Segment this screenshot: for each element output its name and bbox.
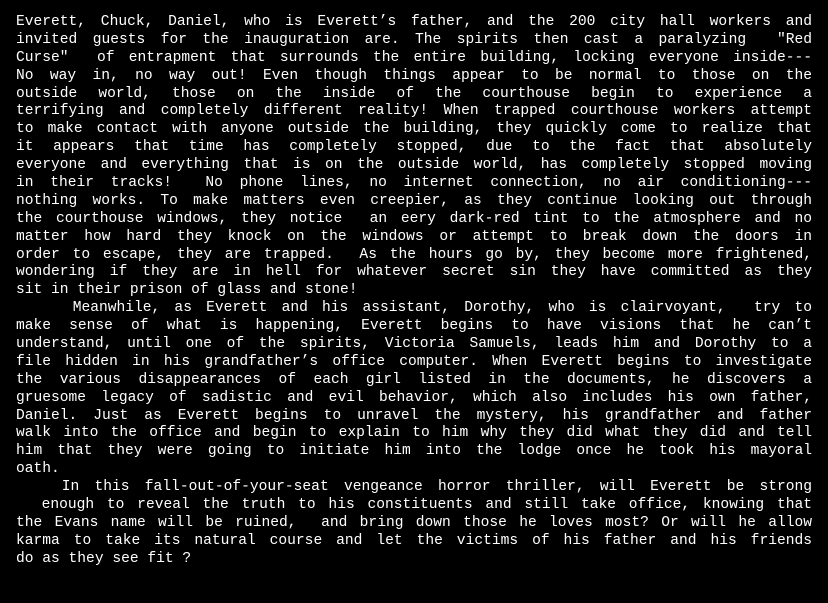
text-line: No way in, no way out! Even though things appear to be normal to those on the bbox=[16, 67, 812, 84]
text-line: terrifying and completely different reality! When trapped courthouse workers attempt bbox=[16, 103, 812, 120]
text-line: everyone and everything that is on the outside world, has completely stopped moving bbox=[16, 157, 812, 174]
text-line: outside world, those on the inside of the courthouse begin to experience a bbox=[16, 85, 812, 102]
text-line: enough to reveal the truth to his constituents and still take office, knowing that bbox=[16, 497, 812, 514]
text-line: it appears that time has completely stopped, due to the fact that absolutely bbox=[16, 139, 812, 156]
text-line: Everett, Chuck, Daniel, who is Everett’s father, and the 200 city hall workers and bbox=[16, 14, 812, 30]
text-line: file hidden in his grandfather’s office computer. When Everett begins to investigate bbox=[16, 353, 812, 370]
text-line: karma to take its natural course and let the victims of his father and his friends bbox=[16, 532, 812, 549]
text-line: wondering if they are in hell for whatever secret sin they have committed as they bbox=[16, 264, 812, 281]
text-line: understand, until one of the spirits, Victoria Samuels, leads him and Dorothy to a bbox=[16, 336, 812, 353]
text-line: do as they see fit ? bbox=[16, 550, 192, 567]
text-line: walk into the office and begin to explain to him why they did what they did and tell bbox=[16, 425, 812, 442]
text-line: gruesome legacy of sadistic and evil behavior, which also includes his own father, bbox=[16, 389, 812, 406]
text-line: the various disappearances of each girl listed in the documents, he discovers a bbox=[16, 371, 812, 388]
text-line: order to escape, they are trapped. As the hours go by, they become more frightened, bbox=[16, 246, 812, 263]
text-line: Curse" of entrapment that surrounds the entire building, locking everyone inside--- bbox=[16, 49, 812, 66]
text-line: In this fall-out-of-your-seat vengeance horror thriller, will Everett be strong bbox=[16, 479, 812, 496]
text-line: nothing works. To make matters even creepier, as they continue looking out through bbox=[16, 192, 812, 209]
text-line: Meanwhile, as Everett and his assistant, Dorothy, who is clairvoyant, try to bbox=[16, 300, 812, 317]
text-line: sit in their prison of glass and stone! bbox=[16, 282, 358, 299]
text-line: oath. bbox=[16, 461, 60, 478]
text-line: in their tracks! No phone lines, no internet connection, no air conditioning--- bbox=[16, 175, 812, 192]
text-line: the Evans name will be ruined, and bring down those he loves most? Or will he allow bbox=[16, 514, 812, 531]
text-line: him that they were going to initiate him into the lodge once he took his mayoral bbox=[16, 443, 812, 460]
text-line: invited guests for the inauguration are. The spirits then cast a paralyzing "Red bbox=[16, 31, 812, 48]
text-line: matter how hard they knock on the windows or attempt to break down the doors in bbox=[16, 228, 812, 245]
text-line: Daniel. Just as Everett begins to unravel the mystery, his grandfather and father bbox=[16, 407, 812, 424]
document-body bbox=[16, 14, 812, 569]
text-line: to make contact with anyone outside the building, they quickly come to realize that bbox=[16, 121, 812, 138]
text-line: make sense of what is happening, Everett begins to have visions that he can’t bbox=[16, 318, 812, 335]
text-line: the courthouse windows, they notice an eery dark-red tint to the atmosphere and no bbox=[16, 210, 812, 227]
